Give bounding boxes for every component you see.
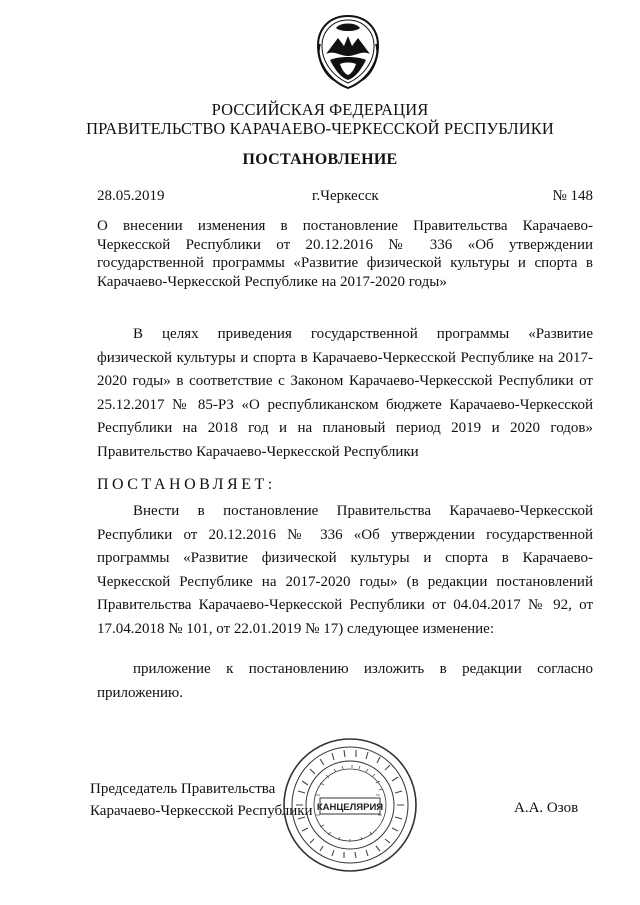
document-city: г.Черкесск	[312, 188, 379, 204]
document-number: № 148	[552, 188, 593, 204]
country-header: РОССИЙСКАЯ ФЕДЕРАЦИЯ	[211, 100, 429, 119]
official-seal-stamp	[280, 735, 420, 875]
signatory-position-line1: Председатель Правительства	[90, 781, 276, 797]
document-title: ПОСТАНОВЛЕНИЕ	[242, 151, 398, 168]
coat-of-arms-icon	[316, 14, 380, 90]
point-paragraph-1: Внести в постановление Правительства Карачаево-Черкесской Республики от 20.12.2016 № 336 «Об утверждении государственной программы «Развитие физической культуры и спорта в Карачаево-Черкесской Республике на 2017-2020 годы» (в редакции постановлений Правительства Карачаево-Черкесской Республики от 04.04.2017 № 92, от 17.04.2018 № 101, от 22.01.2019 № 17) следующее изменение:	[97, 503, 593, 637]
point-paragraph-2: приложение к постановлению изложить в редакции согласно приложению.	[97, 661, 593, 701]
signatory-name: А.А. Озов	[514, 800, 579, 816]
government-header: ПРАВИТЕЛЬСТВО КАРАЧАЕВО-ЧЕРКЕССКОЙ РЕСПУБЛИКИ	[86, 119, 554, 138]
seal-center-text: КАНЦЕЛЯРИЯ	[316, 802, 384, 813]
preamble-paragraph: В целях приведения государственной программы «Развитие физической культуры и спорта в Карачаево-Черкесской Республике на 2017-2020 годы» в соответствие с Законом Карачаево-Черкесской Республики от 25.12.2017 № 85-РЗ «О республиканском бюджете Карачаево-Черкесской Республики на 2018 год и на плановый период 2019 и 2020 годов» Правительство Карачаево-Черкесской Республики	[97, 326, 593, 460]
document-meta	[97, 188, 593, 208]
signatory-position-line2: Карачаево-Черкесской Республики	[90, 803, 313, 819]
document-date: 28.05.2019	[97, 188, 165, 204]
document-subject: О внесении изменения в постановление Правительства Карачаево-Черкесской Республики от 20.12.2016 № 336 «Об утверждении государственной программы «Развитие физической культуры и спорта в Карачаево-Черкесской Республике на 2017-2020 годы»	[97, 218, 593, 290]
resolves-heading: ПОСТАНОВЛЯЕТ:	[97, 476, 276, 493]
